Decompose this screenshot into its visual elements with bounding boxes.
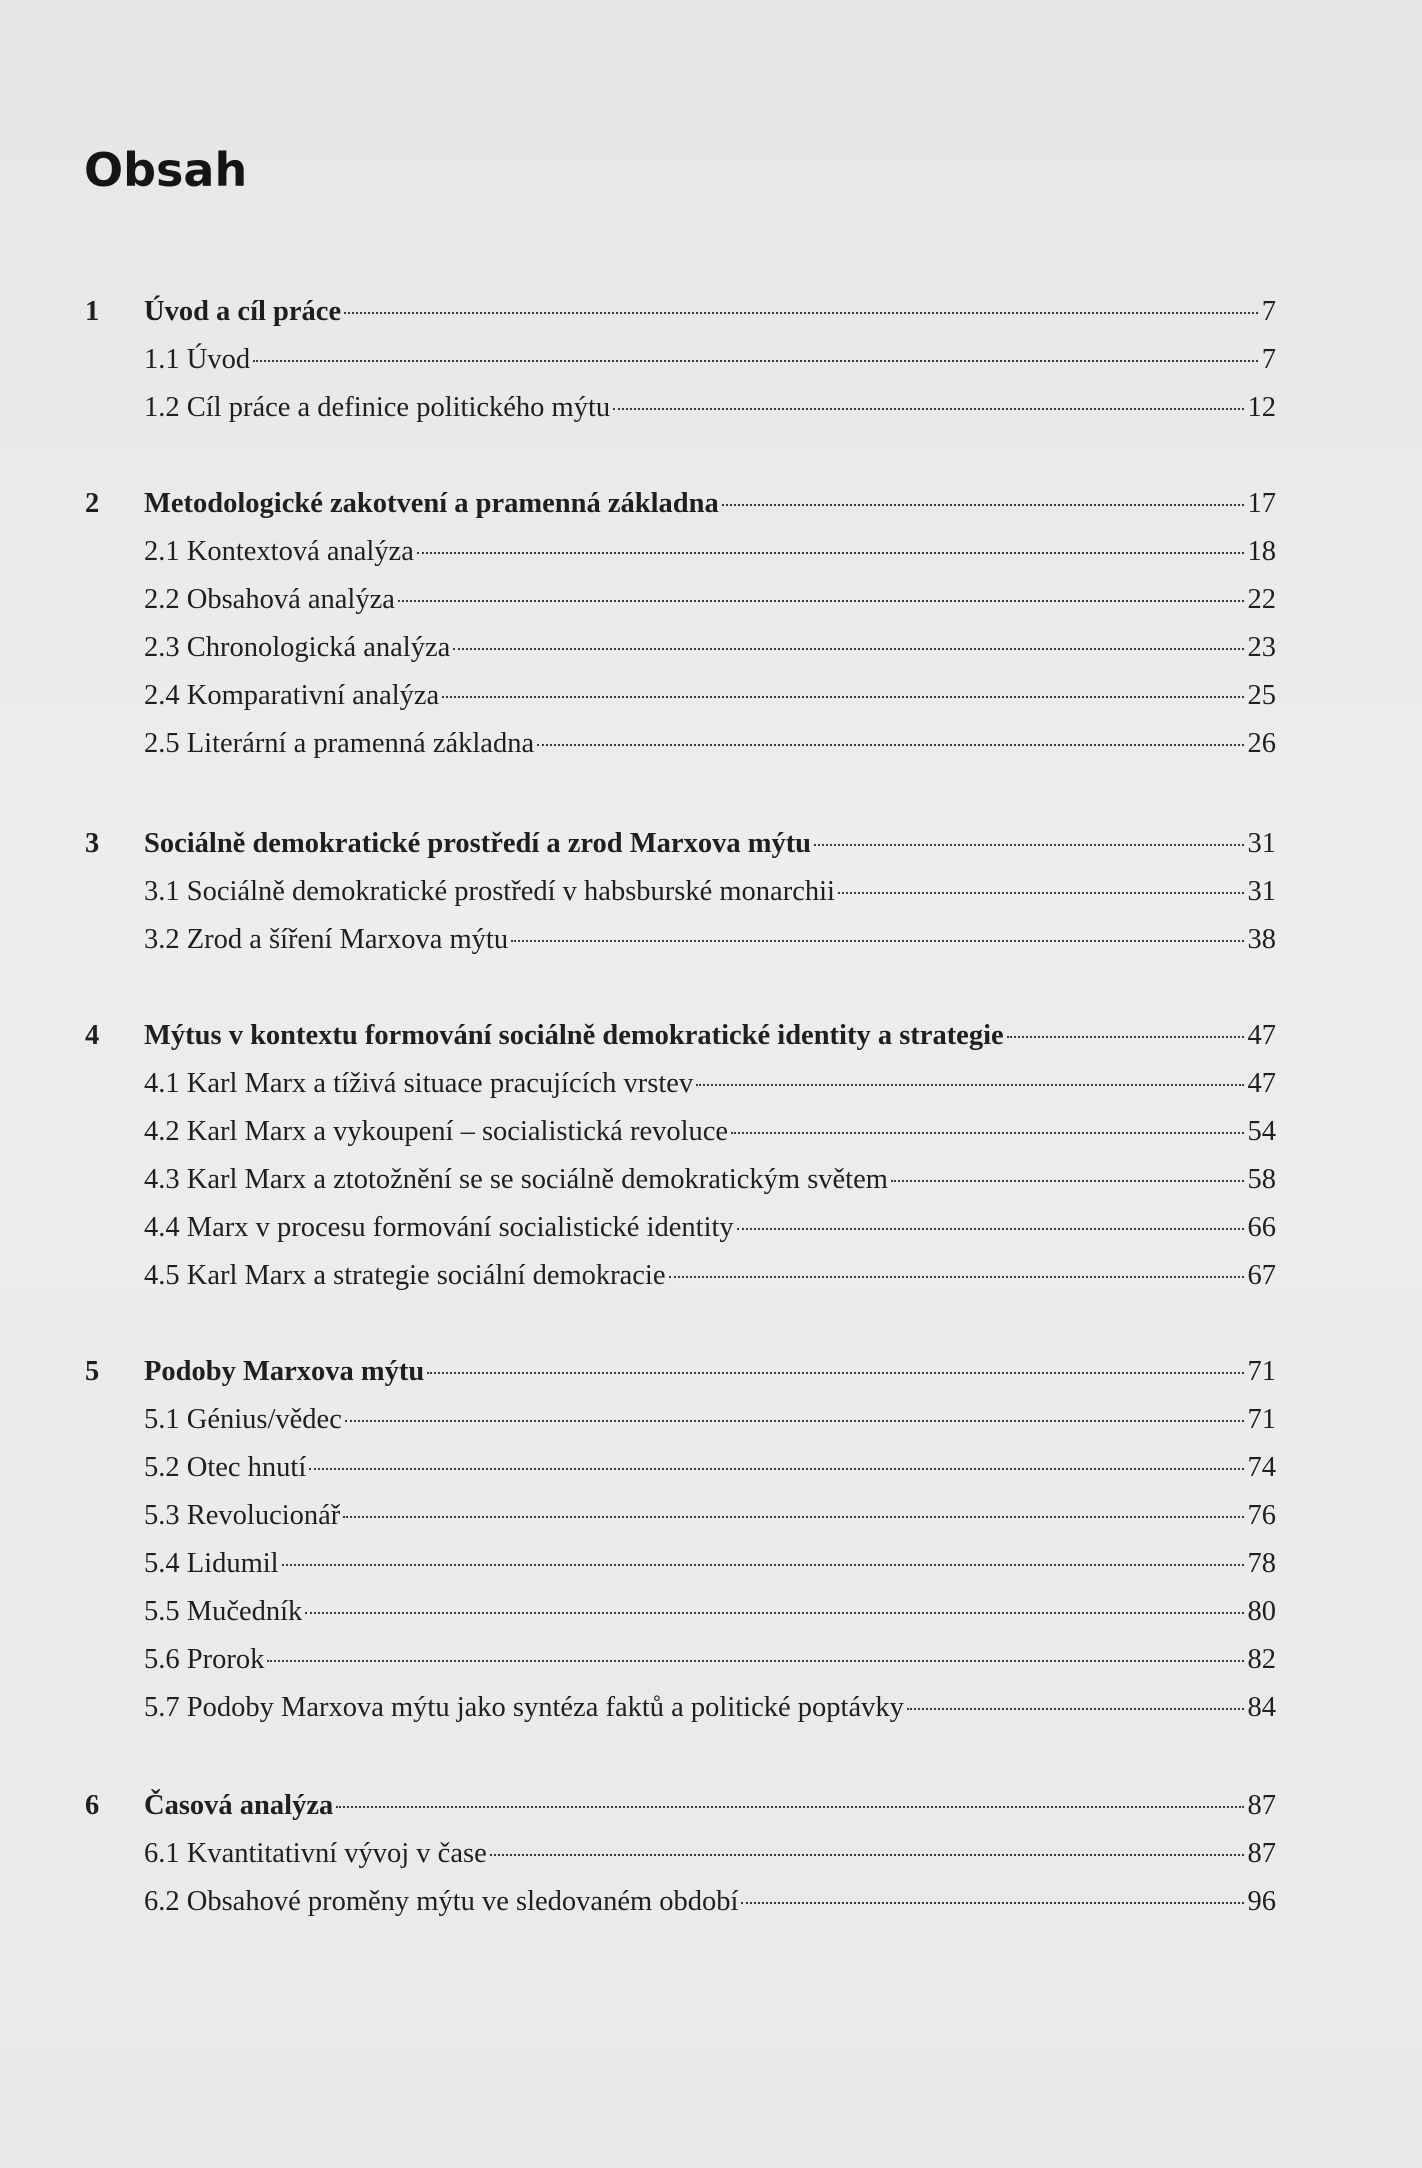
chapter-title: Metodologické zakotvení a pramenná základna [144,488,719,519]
toc-section-entry [0,1400,1422,1440]
chapter-title: Sociálně demokratické prostředí a zrod Marxova mýtu [144,828,812,859]
section-title: 4.4 Marx v procesu formování socialistické identity [144,1212,734,1243]
dot-leader [442,696,1243,698]
toc-section-entry [0,1112,1422,1152]
toc-section-entry [0,1256,1422,1296]
page-number: 58 [1247,1164,1276,1195]
page-number: 17 [1247,488,1276,519]
section-title: 2.3 Chronologická analýza [144,632,451,663]
toc-entry-line [144,1352,1276,1392]
dot-leader [907,1708,1244,1710]
toc-entry-line [144,872,1276,912]
page-number: 47 [1247,1068,1276,1099]
section-title: 5.5 Mučedník [144,1596,303,1627]
dot-leader [305,1612,1243,1614]
dot-leader [696,1084,1243,1086]
section-title: 4.3 Karl Marx a ztotožnění se se sociálně demokratickým světem [144,1164,888,1195]
dot-leader [722,504,1244,506]
toc-entry-line [144,532,1276,572]
section-title: 4.5 Karl Marx a strategie sociální demokracie [144,1260,666,1291]
toc-chapter-entry [0,1352,1422,1392]
section-title: 5.4 Lidumil [144,1548,279,1579]
dot-leader [343,1516,1243,1518]
page-number: 87 [1247,1790,1276,1821]
toc-section-entry [0,1208,1422,1248]
section-title: 1.2 Cíl práce a definice politického mýtu [144,392,611,423]
toc-chapter-entry [0,1016,1422,1056]
dot-leader [731,1132,1243,1134]
section-title: 2.1 Kontextová analýza [144,536,414,567]
chapter-title: Úvod a cíl práce [144,296,342,327]
toc-entry-line [144,676,1276,716]
dot-leader [344,312,1258,314]
page-number: 31 [1247,828,1276,859]
page-number: 38 [1247,924,1276,955]
dot-leader [267,1660,1243,1662]
page-number: 84 [1247,1692,1276,1723]
page-number: 12 [1247,392,1276,423]
page-number: 7 [1261,344,1276,375]
page-number: 71 [1247,1404,1276,1435]
toc-entry-line [144,920,1276,960]
toc-section-entry [0,872,1422,912]
toc-entry-line [144,1016,1276,1056]
dot-leader [253,360,1258,362]
toc-entry-line [144,724,1276,764]
chapter-number: 6 [85,1790,100,1821]
toc-entry-line [144,1688,1276,1728]
dot-leader [838,892,1244,894]
chapter-title: Časová analýza [144,1790,334,1821]
dot-leader [490,1854,1244,1856]
section-title: 6.2 Obsahové proměny mýtu ve sledovaném období [144,1886,739,1917]
toc-section-entry [0,1640,1422,1680]
toc-entry-line [144,1592,1276,1632]
toc-entry-line [144,1448,1276,1488]
dot-leader [427,1372,1243,1374]
toc-section-entry [0,340,1422,380]
dot-leader [613,408,1243,410]
section-title: 2.2 Obsahová analýza [144,584,395,615]
dot-leader [309,1468,1243,1470]
page-number: 25 [1247,680,1276,711]
section-title: 5.1 Génius/vědec [144,1404,342,1435]
page-number: 18 [1247,536,1276,567]
page-number: 96 [1247,1886,1276,1917]
toc-section-entry [0,1592,1422,1632]
dot-leader [511,940,1243,942]
page-number: 82 [1247,1644,1276,1675]
toc-entry-line [144,388,1276,428]
toc-entry-line [144,1400,1276,1440]
page-number: 22 [1247,584,1276,615]
chapter-number: 1 [85,296,100,327]
section-title: 6.1 Kvantitativní vývoj v čase [144,1838,487,1869]
toc-section-entry [0,628,1422,668]
toc-section-entry [0,388,1422,428]
toc-section-entry [0,532,1422,572]
chapter-title: Mýtus v kontextu formování sociálně demokratické identity a strategie [144,1020,1004,1051]
toc-entry-line [144,1786,1276,1826]
toc-section-entry [0,724,1422,764]
section-title: 3.2 Zrod a šíření Marxova mýtu [144,924,509,955]
dot-leader [398,600,1244,602]
toc-section-entry [0,1064,1422,1104]
section-title: 1.1 Úvod [144,344,251,375]
page-number: 47 [1247,1020,1276,1051]
dot-leader [282,1564,1244,1566]
section-title: 4.2 Karl Marx a vykoupení – socialistická revoluce [144,1116,729,1147]
toc-entry-line [144,340,1276,380]
toc-entry-line [144,1544,1276,1584]
chapter-number: 3 [85,828,100,859]
dot-leader [669,1276,1244,1278]
page-number: 71 [1247,1356,1276,1387]
dot-leader [891,1180,1244,1182]
page-number: 26 [1247,728,1276,759]
section-title: 2.5 Literární a pramenná základna [144,728,535,759]
section-title: 5.7 Podoby Marxova mýtu jako syntéza faktů a politické poptávky [144,1692,904,1723]
toc-entry-line [144,1256,1276,1296]
section-title: 5.6 Prorok [144,1644,265,1675]
toc-entry-line [144,824,1276,864]
chapter-number: 2 [85,488,100,519]
section-title: 2.4 Komparativní analýza [144,680,440,711]
dot-leader [814,844,1243,846]
section-title: 3.1 Sociálně demokratické prostředí v habsburské monarchii [144,876,835,907]
toc-section-entry [0,676,1422,716]
toc-section-entry [0,920,1422,960]
page-number: 54 [1247,1116,1276,1147]
page-number: 31 [1247,876,1276,907]
page-number: 7 [1261,296,1276,327]
toc-entry-line [144,292,1276,332]
toc-entry-line [144,484,1276,524]
dot-leader [453,648,1243,650]
toc-entry-line [144,1882,1276,1922]
toc-chapter-entry [0,484,1422,524]
page-number: 80 [1247,1596,1276,1627]
dot-leader [336,1806,1243,1808]
toc-entry-line [144,1208,1276,1248]
toc-section-entry [0,1688,1422,1728]
page-number: 66 [1247,1212,1276,1243]
dot-leader [417,552,1244,554]
toc-entry-line [144,580,1276,620]
toc-entry-line [144,1640,1276,1680]
page-number: 78 [1247,1548,1276,1579]
toc-chapter-entry [0,824,1422,864]
page-number: 67 [1247,1260,1276,1291]
page-number: 76 [1247,1500,1276,1531]
dot-leader [1007,1036,1244,1038]
chapter-number: 4 [85,1020,100,1051]
toc-chapter-entry [0,292,1422,332]
page-number: 87 [1247,1838,1276,1869]
page-number: 74 [1247,1452,1276,1483]
section-title: 5.3 Revolucionář [144,1500,341,1531]
section-title: 4.1 Karl Marx a tíživá situace pracujících vrstev [144,1068,694,1099]
chapter-number: 5 [85,1356,100,1387]
dot-leader [345,1420,1244,1422]
dot-leader [737,1228,1244,1230]
toc-section-entry [0,580,1422,620]
toc-section-entry [0,1544,1422,1584]
page-number: 23 [1247,632,1276,663]
toc-chapter-entry [0,1786,1422,1826]
toc-entry-line [144,1834,1276,1874]
dot-leader [741,1902,1243,1904]
toc-entry-line [144,628,1276,668]
toc-section-entry [0,1448,1422,1488]
toc-section-entry [0,1496,1422,1536]
toc-entry-line [144,1064,1276,1104]
toc-entry-line [144,1160,1276,1200]
section-title: 5.2 Otec hnutí [144,1452,307,1483]
chapter-title: Podoby Marxova mýtu [144,1356,425,1387]
toc-entry-line [144,1112,1276,1152]
toc-section-entry [0,1882,1422,1922]
page-title: Obsah [84,143,248,197]
dot-leader [537,744,1243,746]
toc-section-entry [0,1160,1422,1200]
toc-section-entry [0,1834,1422,1874]
toc-entry-line [144,1496,1276,1536]
